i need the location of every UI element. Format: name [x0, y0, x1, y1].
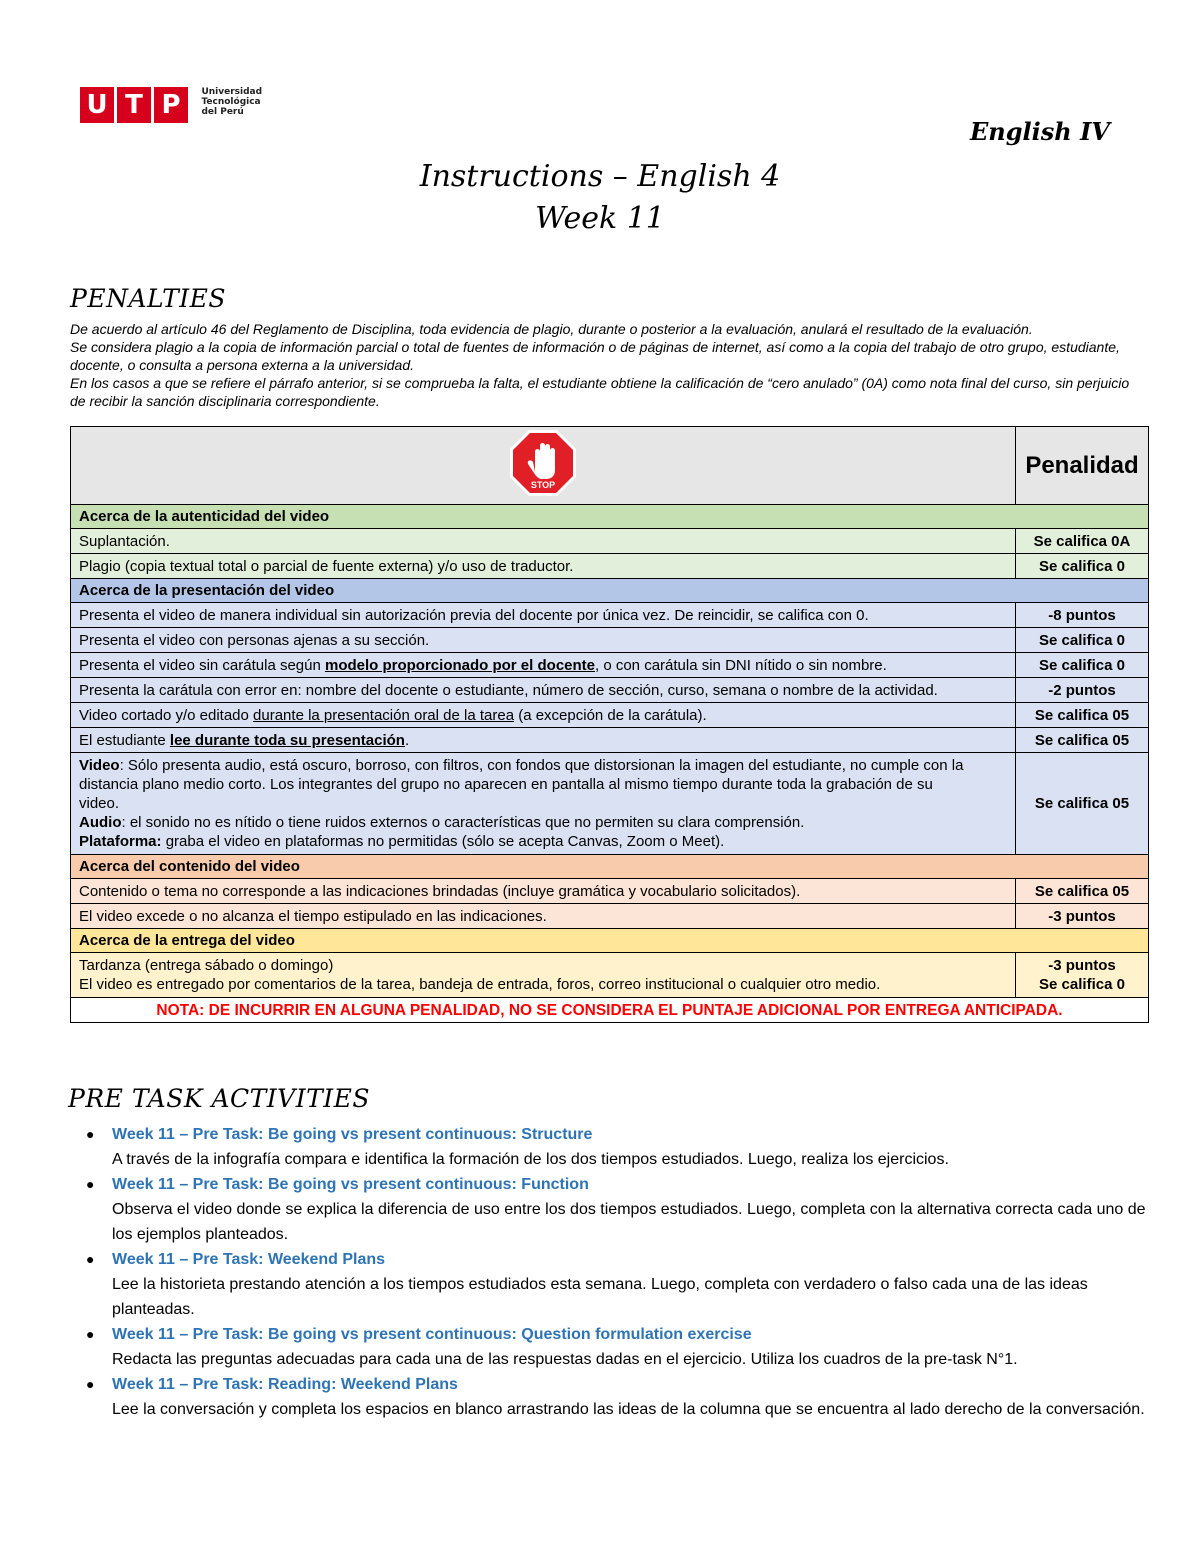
- video-text: : Sólo presenta audio, está oscuro, borroso, con filtros, con fondos que distorsionan la imagen del estudiante, no cumple con la distancia plano medio corto. Los integrantes del grupo no aparecen en pantalla al mismo tiempo durante toda la grabación de su video.: [79, 757, 964, 812]
- table-row: [71, 953, 1149, 998]
- task-title: Week 11 – Pre Task: Be going vs present continuous: Structure: [112, 1126, 593, 1143]
- logo-letter-t: T: [117, 87, 151, 123]
- pretask-heading: PRE TASK ACTIVITIES: [68, 1084, 371, 1113]
- bullet-icon: ●: [86, 1326, 95, 1342]
- table-row: [71, 653, 1149, 678]
- row-description: [71, 728, 1016, 753]
- row-description: Contenido o tema no corresponde a las indicaciones brindadas (incluye gramática y vocabulario solicitados).: [71, 879, 1016, 904]
- row-penalty: Se califica 05: [1016, 879, 1149, 904]
- row-text-emphasis: modelo proporcionado por el docente: [324, 656, 595, 674]
- row-description: [71, 653, 1016, 678]
- row-description: Presenta el video con personas ajenas a su sección.: [71, 628, 1016, 653]
- table-row: [71, 753, 1149, 855]
- utp-logo: [80, 87, 262, 123]
- row-penalty: Se califica 0A: [1016, 529, 1149, 554]
- row-text-underlined: durante la presentación oral de la tarea: [253, 706, 515, 724]
- table-row: [71, 529, 1149, 554]
- bullet-icon: ●: [86, 1176, 95, 1192]
- table-row: [71, 904, 1149, 929]
- table-row: [71, 879, 1149, 904]
- row-penalty: Se califica 0: [1016, 653, 1149, 678]
- row-penalty: [1016, 953, 1149, 998]
- delivery-late-text: Tardanza (entrega sábado o domingo): [79, 957, 334, 974]
- penalty-note: NOTA: DE INCURRIR EN ALGUNA PENALIDAD, NO SE CONSIDERA EL PUNTAJE ADICIONAL POR ENTREGA ANTICIPADA.: [71, 998, 1149, 1023]
- row-text: .: [404, 731, 410, 749]
- row-text: El estudiante: [79, 731, 170, 749]
- row-penalty: -3 puntos: [1016, 904, 1149, 929]
- task-description: A través de la infografía compara e identifica la formación de los dos tiempos estudiados. Luego, realiza los ejercicios.: [112, 1151, 949, 1168]
- bullet-icon: ●: [86, 1251, 95, 1267]
- delivery-channel-penalty: Se califica 0: [1039, 976, 1125, 993]
- category-presentation: Acerca de la presentación del video: [71, 579, 1149, 603]
- policy-paragraph: En los casos a que se refiere el párrafo anterior, si se comprueba la falta, el estudiante obtiene la calificación de “cero anulado” (0A) como nota final del curso, sin perjuicio de recibir la sanción disciplinaria correspondiente.: [70, 375, 1130, 409]
- table-row: [71, 554, 1149, 579]
- stop-sign-icon: [508, 428, 578, 498]
- page-title: [0, 156, 1200, 240]
- category-row: [71, 855, 1149, 879]
- row-text: (a excepción de la carátula).: [514, 706, 707, 724]
- category-authenticity: Acerca de la autenticidad del video: [71, 505, 1149, 529]
- penalty-policy-text: [70, 320, 1140, 410]
- logo-letter-p: P: [154, 87, 188, 123]
- table-row: [71, 603, 1149, 628]
- task-title: Week 11 – Pre Task: Weekend Plans: [112, 1251, 386, 1268]
- page-title-line2: Week 11: [535, 201, 665, 236]
- table-row: [71, 628, 1149, 653]
- row-penalty: -2 puntos: [1016, 678, 1149, 703]
- row-description: [71, 703, 1016, 728]
- row-description: El video excede o no alcanza el tiempo estipulado en las indicaciones.: [71, 904, 1016, 929]
- task-description: Lee la conversación y completa los espacios en blanco arrastrando las ideas de la columna que se encuentra al lado derecho de la conversación.: [112, 1401, 1145, 1418]
- task-description: Observa el video donde se explica la diferencia de uso entre los dos tiempos estudiados. Luego, completa con la alternativa correcta cada uno de los ejemplos planteados.: [112, 1201, 1146, 1243]
- list-item: [86, 1372, 1146, 1422]
- category-row: [71, 929, 1149, 953]
- row-text: Video cortado y/o editado: [79, 706, 254, 724]
- table-row: [71, 703, 1149, 728]
- category-row: [71, 505, 1149, 529]
- table-row: [71, 678, 1149, 703]
- list-item: [86, 1172, 1146, 1247]
- row-penalty: Se califica 0: [1016, 554, 1149, 579]
- table-header-row: [71, 427, 1149, 505]
- row-penalty: Se califica 05: [1016, 753, 1149, 855]
- policy-paragraph: Se considera plagio a la copia de información parcial o total de fuentes de información o de páginas de internet, así como a la copia del trabajo de otro grupo, estudiante, docente, o consulta a persona externa a la universidad.: [70, 339, 1120, 373]
- row-description: [71, 753, 1016, 855]
- row-penalty: Se califica 05: [1016, 703, 1149, 728]
- row-description: Presenta la carátula con error en: nombre del docente o estudiante, número de sección, curso, semana o nombre de la actividad.: [71, 678, 1016, 703]
- bullet-icon: ●: [86, 1376, 95, 1392]
- category-delivery: Acerca de la entrega del video: [71, 929, 1149, 953]
- task-title: Week 11 – Pre Task: Reading: Weekend Plans: [112, 1376, 458, 1393]
- policy-paragraph: De acuerdo al artículo 46 del Reglamento de Disciplina, toda evidencia de plagio, durante o posterior a la evaluación, anulará el resultado de la evaluación.: [70, 321, 1033, 337]
- delivery-late-penalty: -3 puntos: [1048, 957, 1116, 974]
- course-label: English IV: [970, 117, 1110, 146]
- row-description: [71, 953, 1016, 998]
- table-row: [71, 728, 1149, 753]
- logo-name-line: del Perú: [201, 107, 244, 117]
- logo-letter-u: U: [80, 87, 114, 123]
- note-row: [71, 998, 1149, 1023]
- logo-university-name: [201, 87, 262, 117]
- row-penalty: Se califica 0: [1016, 628, 1149, 653]
- stop-sign-cell: [71, 427, 1016, 505]
- row-description: Suplantación.: [71, 529, 1016, 554]
- penalty-column-header: Penalidad: [1016, 427, 1149, 505]
- penalty-table: [70, 426, 1149, 1023]
- audio-label: Audio: [79, 814, 122, 831]
- row-description: Plagio (copia textual total o parcial de fuente externa) y/o uso de traductor.: [71, 554, 1016, 579]
- bullet-icon: ●: [86, 1126, 95, 1142]
- category-row: [71, 579, 1149, 603]
- list-item: [86, 1247, 1146, 1322]
- row-text: Presenta el video sin carátula según: [79, 656, 325, 674]
- stop-sign-text: STOP: [530, 480, 556, 490]
- pretask-list: [86, 1122, 1146, 1422]
- row-penalty: -8 puntos: [1016, 603, 1149, 628]
- page-title-line1: Instructions – English 4: [419, 159, 781, 194]
- video-label: Video: [79, 757, 120, 774]
- delivery-channel-text: El video es entregado por comentarios de la tarea, bandeja de entrada, foros, correo institucional o cualquier otro medio.: [79, 976, 881, 993]
- logo-name-line: Universidad: [201, 87, 263, 97]
- list-item: [86, 1122, 1146, 1172]
- logo-name-line: Tecnológica: [201, 97, 261, 107]
- list-item: [86, 1322, 1146, 1372]
- task-title: Week 11 – Pre Task: Be going vs present continuous: Function: [112, 1176, 589, 1193]
- row-text-emphasis: lee durante toda su presentación: [169, 731, 405, 749]
- category-content: Acerca del contenido del video: [71, 855, 1149, 879]
- penalties-heading: PENALTIES: [70, 284, 226, 313]
- row-penalty: Se califica 05: [1016, 728, 1149, 753]
- task-description: Redacta las preguntas adecuadas para cada una de las respuestas dadas en el ejercicio. Utiliza los cuadros de la pre-task N°1.: [112, 1351, 1018, 1368]
- audio-text: : el sonido no es nítido o tiene ruidos externos o características que no permiten su clara comprensión.: [121, 814, 805, 831]
- task-title: Week 11 – Pre Task: Be going vs present continuous: Question formulation exercise: [112, 1326, 752, 1343]
- platform-label: Plataforma:: [79, 833, 162, 850]
- row-description: Presenta el video de manera individual sin autorización previa del docente por única vez. De reincidir, se califica con 0.: [71, 603, 1016, 628]
- task-description: Lee la historieta prestando atención a los tiempos estudiados esta semana. Luego, completa con verdadero o falso cada una de las ideas planteadas.: [112, 1276, 1088, 1318]
- row-text: , o con carátula sin DNI nítido o sin nombre.: [595, 656, 887, 674]
- platform-text: graba el video en plataformas no permitidas (sólo se acepta Canvas, Zoom o Meet).: [161, 833, 725, 850]
